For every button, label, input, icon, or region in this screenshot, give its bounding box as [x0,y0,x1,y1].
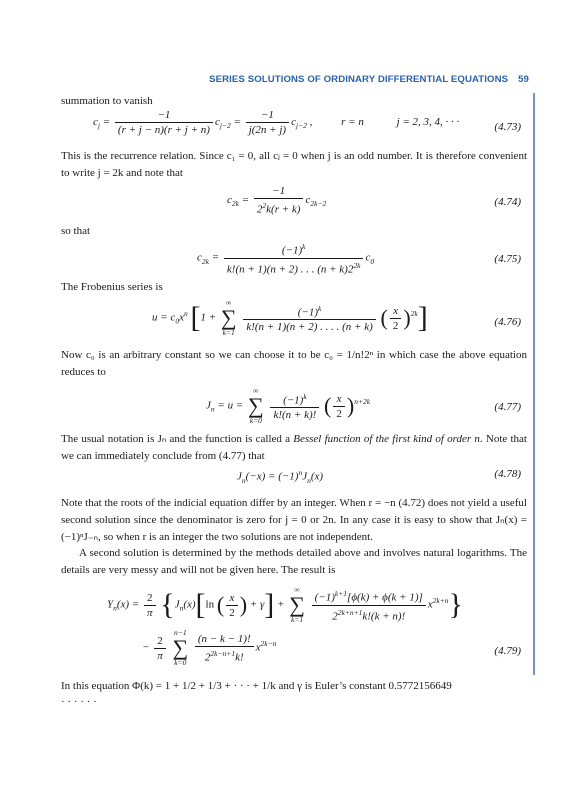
equation-4-75: $c_{2k}$ = $\frac{(-1)^k}{k!(n + 1)(n + 2) . . . (n + k)2^{2k}}$ $c_0$ [197,242,375,276]
paragraph-bessel [61,431,527,465]
paragraph-frobenius: The Frobenius series is [61,281,163,293]
paragraph-indicial-roots: Note that the roots of the indicial equation differ by an integer. When r = −n (4.72) does not yield a useful second solution since the denominator is zero for j = 0 or 2n. In any case it is easy to show that Jₙ(x) = (−1)ⁿJ₋ₙ, so when r is an integer the two solutions are not independent. [61,497,527,543]
ellipsis-line: · · · · · · [61,696,97,708]
header-title: SERIES SOLUTIONS OF ORDINARY DIFFERENTIAL EQUATIONS [209,74,509,85]
paragraph-summation: summation to vanish [61,95,153,107]
paragraph-recurrence: This is the recurrence relation. Since c₁ = 0, all cⱼ = 0 when j is an odd number. It is therefore convenient to write j = 2k and note that [61,150,527,179]
equation-4-79-line-1: $Y_n(x)$ = $\frac{2}{\pi}$ {$J_n(x)[\ln$ ( $\frac{x}{2}$ ) + γ] + ∞ ∑ k=1 $\frac{(-1)^{k+1}[\phi(k) + \phi(k + 1)]}{2^{2k+n+1}k!(k + n)!}$ $x^{2k+n}$} [107,585,463,624]
equation-number-4-78: (4.78) [494,468,521,480]
equation-4-79-line-2: − $\frac{2}{\pi}$ n−1 ∑ k=0 $\frac{(n - k - 1)!}{2^{2k-n+1}k!}$ $x^{2k-n}$ [142,628,277,667]
equation-number-4-79: (4.79) [494,645,521,657]
paragraph-arbitrary-constant: Now c₀ is an arbitrary constant so we can choose it to be c₀ = 1/n!2ⁿ in which case the above equation reduces to [61,349,527,378]
paragraph-second-solution: A second solution is determined by the methods detailed above and involves natural logarithms. The details are very messy and will not be given here. The result is [61,547,527,576]
running-header [209,74,529,85]
equation-4-78: $J_n(-x) = (-1)^nJ_n(x)$ [237,468,324,485]
equation-number-4-74: (4.74) [494,196,521,208]
paragraph-bessel-text-a: The usual notation is Jₙ and the function is called a [61,433,294,445]
paragraph-euler-constant: In this equation Φ(k) = 1 + 1/2 + 1/3 + · · · + 1/k and γ is Euler’s constant 0.5772156649 [61,680,452,692]
equation-4-73: $c_j$ = $\frac{-1}{(r + j - n)(r + j + n)}$ $c_{j-2}$ = $\frac{-1}{j(2n + j)}$ $c_{j-2}$ , r = n j = 2, 3, 4, · · · [93,109,460,136]
margin-rule [533,93,535,675]
equation-4-77: $J_n = u$ = ∞ ∑ k=0 $\frac{(-1)^k}{k!(n + k)!}$ ( $\frac{x}{2}$ )$^{n+2k}$ [206,386,371,425]
equation-4-76: $u = c_0x^n$ [1 + ∞ ∑ k=1 $\frac{(-1)^k}{k!(n + 1)(n + 2) . . . . (n + k)}$ ( $\frac{x}{2}$ )$^{2k}$] [152,298,428,337]
page-number: 59 [518,74,529,85]
equation-number-4-73: (4.73) [494,121,521,133]
equation-number-4-76: (4.76) [494,316,521,328]
equation-number-4-75: (4.75) [494,253,521,265]
equation-number-4-77: (4.77) [494,401,521,413]
bessel-function-term: Bessel function of the first kind of order n [293,433,480,445]
equation-4-74: $c_{2k}$ = $\frac{-1}{2^2k(r + k)}$ $c_{2k-2}$ [227,185,327,216]
paragraph-so-that: so that [61,225,91,237]
paragraph-bessel-text-c: . Note that we can immediately conclude from (4.77) that [61,433,527,462]
